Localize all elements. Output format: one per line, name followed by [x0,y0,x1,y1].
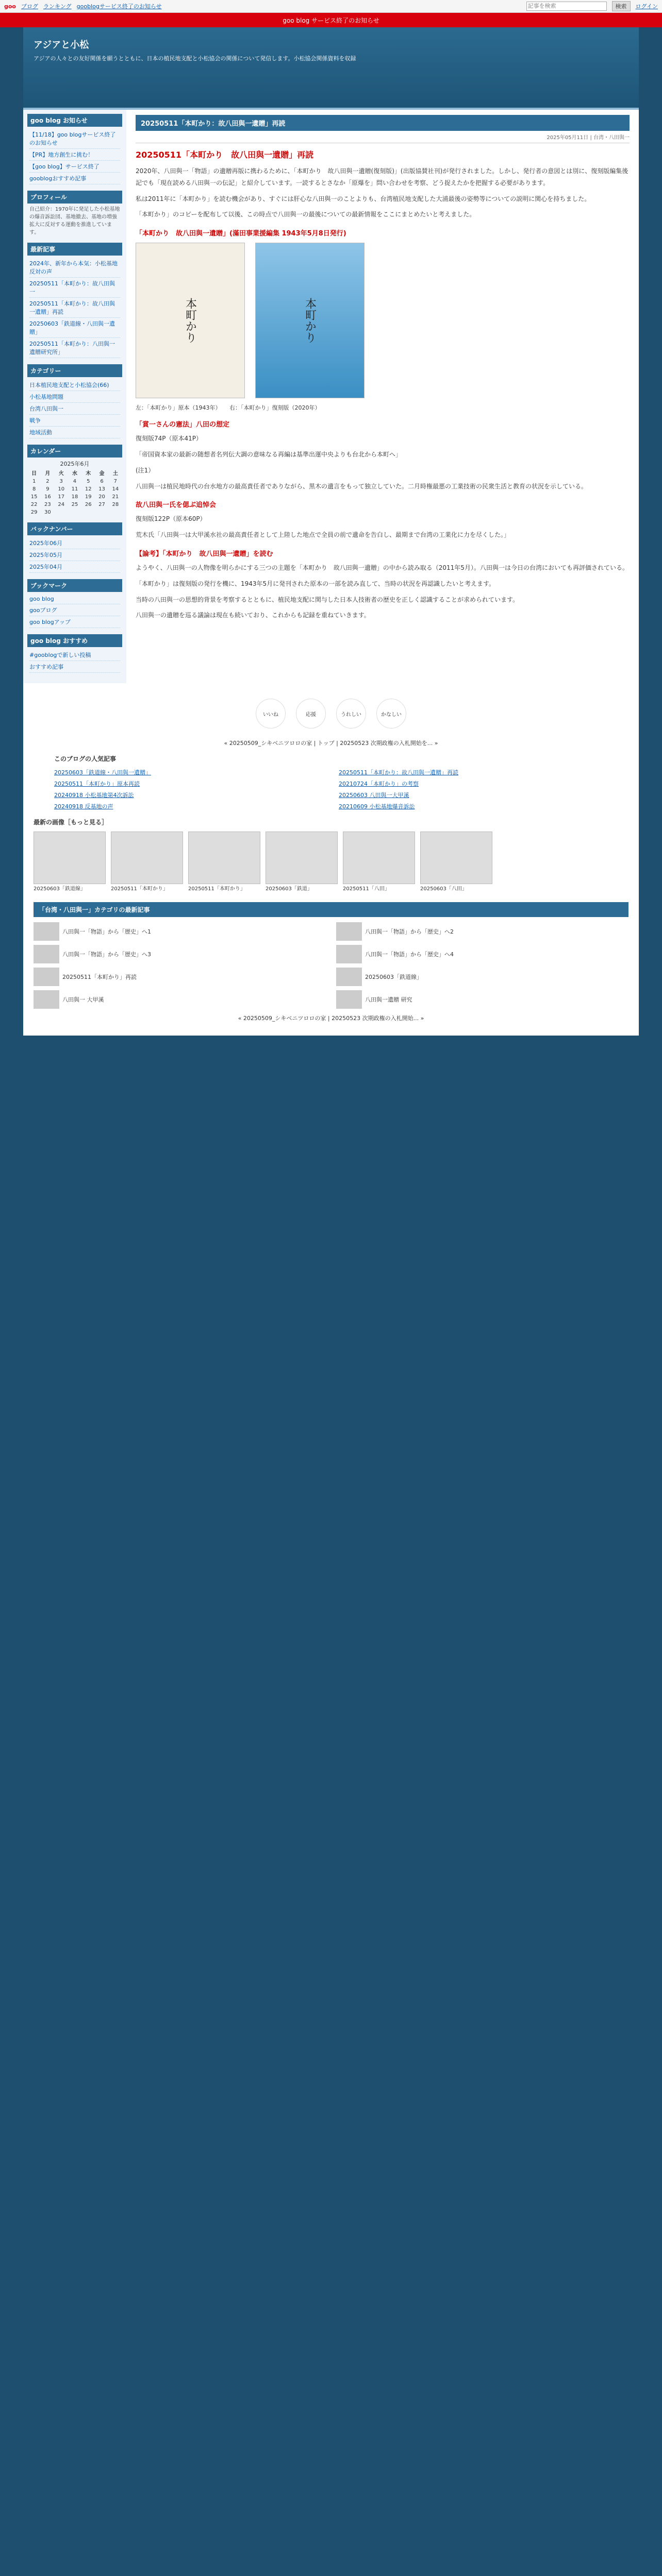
calendar-day[interactable]: 8 [32,486,36,492]
popular-item[interactable]: 20240918 小松基地第4次訴訟 [54,792,134,799]
recent-posts-title: 最新記事 [27,243,122,256]
category-latest-item[interactable] [34,990,326,1009]
book-title: 本町かり [184,298,197,344]
item-label[interactable]: 20250511「本町かり」再読 [62,974,137,980]
calendar-day[interactable]: 15 [30,494,38,500]
item-label[interactable]: 八田與一「物語」から「歴史」へ1 [62,928,151,935]
calendar-day[interactable]: 14 [112,486,119,492]
popular-title: このブログの人気記事 [54,755,117,762]
book-reprint-image[interactable] [255,243,365,398]
weekday: 土 [112,471,118,477]
category-latest-item[interactable] [34,945,326,963]
reaction-sad-button[interactable]: かなしい [376,699,406,728]
calendar-day[interactable]: 18 [71,494,78,500]
calendar-day[interactable] [55,509,68,516]
thumbnail-image[interactable] [266,832,338,884]
thumbnail[interactable] [420,832,492,892]
weekday: 金 [99,471,105,477]
top-bar [0,0,662,13]
thumbnail-label[interactable]: 20250603「鉄道線」 [34,886,86,892]
item-label[interactable]: 八田與一「物語」から「歴史」へ3 [62,951,151,958]
post-paragraph: 当時の八田與一の思想的背景を考察するとともに、植民地支配に関与した日本人技術者の歴史を正しく認識することが求められています。 [136,596,519,603]
item-label[interactable]: 八田與一 大甲溪 [62,996,104,1003]
blog-title[interactable]: アジアと小松 [34,40,89,50]
thumbnail[interactable] [266,832,338,892]
calendar-day[interactable]: 1 [32,479,36,484]
search-button[interactable]: 検索 [612,1,631,11]
calendar-day[interactable]: 21 [112,494,119,500]
item-thumbnail[interactable] [34,922,59,941]
post-paragraph: ようやく、八田與一の人物像を明らかにする三つの主題を「本町かり 故八田與一遺贈」の中から読み取る（2011年5月）。八田與一は今日の台湾においても再評価されている。 [136,564,628,571]
recent-post-item[interactable]: 20250603「鉄道線・八田與一遺贈」 [29,318,120,338]
thumbnail-row [34,832,628,892]
recent-images-title[interactable]: 最新の画像［もっと見る］ [34,819,108,826]
thumbnail-label[interactable]: 20250511「本町かり」 [111,886,168,892]
popular-item[interactable]: 20210609 小松基地爆音訴訟 [339,803,415,810]
notice-item[interactable]: gooblogおすすめ記事 [29,173,120,184]
popular-item[interactable]: 20250603「鉄道線・八田與一遺贈」 [54,769,151,776]
bookmark-title: ブックマーク [27,579,122,592]
category-latest-list [34,922,628,1009]
item-label[interactable]: 20250603「鉄道線」 [365,974,422,980]
calendar-table [27,468,122,516]
calendar-day[interactable] [81,509,95,516]
category-latest-item[interactable] [34,968,326,986]
calendar-day[interactable]: 26 [85,502,92,507]
profile-text: 自己紹介：1970年に発足した小松基地の爆音訴訟団、基地撤去、基地の増強拡大に反対する運動を推進しています。 [29,207,120,235]
calendar-day[interactable]: 10 [58,486,65,492]
recent-post-item[interactable]: 20250511「本町かり：故八田與一遺贈」再読 [29,298,120,318]
calendar-day[interactable]: 7 [113,479,118,484]
category-item[interactable]: 地域活動 [29,427,120,438]
topbar-link-notice[interactable]: gooblogサービス終了のお知らせ [76,3,162,10]
calendar-day[interactable]: 16 [44,494,51,500]
backnumber-item[interactable]: 2025年06月 [29,537,120,549]
sidebar [23,110,126,683]
thumbnail[interactable] [188,832,260,892]
calendar-day[interactable] [109,509,122,516]
blog-description: アジアの人々との友好関係を願うとともに、日本の植民地支配と小松協会の関係について発信します。小松協会関係資料を収録 [34,55,356,62]
weekday: 月 [45,471,51,477]
post-footer [23,683,639,1036]
popular-item[interactable]: 20250511「本町かり：故八田與一遺贈」再読 [339,769,458,776]
post-paragraph: 八田與一の遺贈を巡る議論は現在も続いており、これからも記録を重ねていきます。 [136,612,370,619]
calendar-day[interactable]: 13 [98,486,105,492]
goo-logo[interactable]: goo [4,3,16,10]
calendar-day[interactable]: 6 [100,479,104,484]
bottom-pager[interactable]: « 20250509_シキベニツロロの家 | 20250523 次期政権の入札開始... » [238,1015,424,1022]
post-paragraph: 「帝国資本家の最新の随想者名列伝大調の意味なる再編は基準出運中央よりも台北から本町へ」 [136,450,402,458]
calendar-title: カレンダー [27,445,122,457]
item-thumbnail[interactable] [336,922,362,941]
post-paragraph: 2020年、八田與一「物語」の遺贈再版に携わるために、「本町かり 故八田與一遺贈(復刻版)」(出版協賛社刊)が発行されました。しかし、発行者の意図とは別に、復刻版編集後記でも「現在読める八田與一の伝記」と紹介しています。一読するとさなか「原爆を」問い合わせを考察、どう捉えたかを把握する必要があります。 [136,167,628,187]
thumbnail-image[interactable] [188,832,260,884]
recent-post-item[interactable]: 2024年、新年から本気：小松基地反対の声 [29,258,120,278]
post-paragraph: 八田與一は植民地時代の台水地方の最高責任者でありながら、黒木の遺言をもって独立していた。二月時権最悪の工業技術の民衆生活と教育の状況を示している。 [136,482,588,490]
category-latest-item[interactable] [34,922,326,941]
item-thumbnail[interactable] [34,945,59,963]
post-title: 20250511「本町かり 故八田與一遺贈」再読 [136,150,314,160]
notice-item[interactable]: 【goo blog】サービス終了 [29,161,120,173]
weekday: 日 [31,471,37,477]
section-heading: 「本町かり 故八田與一遺贈」(滿田事業援編集 1943年5月8日発行) [136,230,346,238]
item-label[interactable]: 八田與一「物語」から「歴史」へ4 [365,951,454,958]
thumbnail-label[interactable]: 20250511「八田」 [343,886,390,892]
thumbnail[interactable] [343,832,415,892]
post-paragraph: 復刻版74P（原本41P） [136,435,203,443]
main-area [23,110,639,683]
osusume-item[interactable]: おすすめ記事 [29,661,120,673]
weekday: 水 [72,471,77,477]
book-original-image[interactable] [136,243,245,398]
post-content [126,110,639,683]
post-body [136,165,630,621]
category-latest-title: 「台湾・八田與一」カテゴリの最新記事 [34,902,628,917]
goo-blog-notice-title: goo blog お知らせ [27,114,122,127]
post-paragraph: 復刻版122P（原本60P） [136,515,206,523]
calendar-month: 2025年6月 [60,461,90,467]
calendar-day[interactable] [95,509,108,516]
image-caption: 左：「本町かり」原本（1943年） 右：「本町かり」復刻版（2020年） [136,404,321,412]
popular-item[interactable]: 20240918 反基地の声 [54,803,113,810]
popular-item[interactable]: 20210724「本町かり」の考察 [339,781,419,787]
calendar-day[interactable]: 23 [44,502,51,507]
category-latest-item[interactable] [336,968,628,986]
backnumber-item[interactable]: 2025年05月 [29,549,120,561]
category-title: カテゴリー [27,364,122,377]
post-paragraph: (注1） [136,466,155,474]
calendar-day[interactable]: 22 [30,502,38,507]
profile-title: プロフィール [27,191,122,204]
calendar-day[interactable]: 28 [112,502,119,507]
calendar-day[interactable]: 19 [85,494,92,500]
thumbnail-label[interactable]: 20250603「八田」 [420,886,467,892]
post-date: 2025年05月11日 | 台湾・八田與一 [136,131,630,143]
bookmark-box [27,579,122,628]
category-latest-item[interactable] [336,922,628,941]
profile-box [27,191,122,236]
thumbnail[interactable] [111,832,183,892]
post-paragraph: 「本町かり」は復刻版の発行を機に、1943年5月に発刊された原本の一部を読み直して、当時の状況を再認識したいと考えます。 [136,580,495,587]
item-thumbnail[interactable] [34,968,59,986]
calendar-box [27,445,122,516]
weekday: 火 [58,471,64,477]
backnumber-item[interactable]: 2025年04月 [29,561,120,573]
reaction-buttons [34,699,628,728]
section-heading: 「賞一さんの憲法」八田の想定 [136,421,230,429]
calendar-day[interactable]: 2 [46,479,49,484]
category-box [27,364,122,438]
notice-item[interactable]: 【11/18】goo blogサービス終了のお知らせ [29,129,120,149]
backnumber-box [27,522,122,573]
recent-posts-box [27,243,122,358]
calendar-day[interactable]: 24 [58,502,65,507]
notice-banner-text: goo blog サービス終了のお知らせ [283,16,379,24]
book-title: 本町かり [303,298,317,344]
backnumber-title: バックナンバー [27,522,122,535]
osusume-box [27,634,122,673]
thumbnail-image[interactable] [420,832,492,884]
prev-next-nav[interactable]: « 20250509_シキベニツロロの家 | トップ | 20250523 次期政権の入札開始を... » [224,740,438,747]
category-item[interactable]: 日本植民地支配と小松協会(66) [29,379,120,391]
calendar-day[interactable]: 11 [71,486,78,492]
category-latest-item[interactable] [336,945,628,963]
reaction-like-button[interactable]: いいね [256,699,286,728]
thumbnail-image[interactable] [34,832,106,884]
calendar-day[interactable]: 3 [59,479,63,484]
section-heading: 故八田與一氏を偲ぶ追悼会 [136,501,217,510]
calendar-day[interactable]: 29 [30,510,38,515]
item-label[interactable]: 八田與一「物語」から「歴史」へ2 [365,928,454,935]
blog-header [23,27,639,110]
item-thumbnail[interactable] [336,990,362,1009]
osusume-item[interactable]: #gooblogで新しい投稿 [29,649,120,661]
search-input[interactable] [526,2,607,11]
calendar-day[interactable] [68,509,81,516]
login-link[interactable]: ログイン [635,3,658,10]
post-paragraph: 私は2011年に「本町かり」を読む機会があり、すぐには肝心な八田與一のことよりも、台湾植民地支配した大浦最後の姿勢等についての説明に関心を持ちました。 [136,195,591,202]
thumbnail-label[interactable]: 20250511「本町かり」 [188,886,245,892]
bookmark-item[interactable]: goo blog [29,594,120,604]
popular-item[interactable]: 20250603 八田與一大甲溪 [339,792,409,799]
notice-item[interactable]: 【PR】地方創生に挑む！ [29,149,120,161]
osusume-title: goo blog おすすめ [27,634,122,647]
bookmark-item[interactable]: goo blogアップ [29,616,120,628]
calendar-day[interactable]: 4 [73,479,77,484]
post-paragraph: 「本町かり」のコピーを配布して以後、この時点で八田與一の最後についての最新情報をここにまとめたいと考えました。 [136,211,476,218]
thumbnail[interactable] [34,832,106,892]
notice-banner[interactable] [0,13,662,27]
thumbnail-image[interactable] [343,832,415,884]
section-heading: 【論考】「本町かり 故八田與一遺贈」を読む [136,550,273,558]
calendar-day[interactable]: 12 [85,486,92,492]
book-images [136,243,630,398]
category-item[interactable]: 台湾八田與一 [29,403,120,415]
weekday: 木 [86,471,91,477]
thumbnail-label[interactable]: 20250603「鉄道」 [266,886,312,892]
reaction-cheer-button[interactable]: 応援 [296,699,326,728]
topbar-link-blog[interactable]: ブログ [21,3,38,10]
reaction-happy-button[interactable]: うれしい [336,699,366,728]
category-item[interactable]: 小松基地問題 [29,391,120,403]
item-thumbnail[interactable] [336,945,362,963]
calendar-day[interactable]: 30 [44,510,51,515]
calendar-day[interactable]: 9 [46,486,49,492]
bookmark-item[interactable]: gooブログ [29,604,120,616]
item-thumbnail[interactable] [34,990,59,1009]
calendar-day[interactable]: 25 [71,502,78,507]
post-paragraph: 荒木氏「八田與一は大甲溪水社の最高責任者として上陸した地点で全員の前で遺命を告白し、最期まで台湾の工業化に力を尽くした。」 [136,531,510,539]
calendar-day[interactable]: 20 [98,494,105,500]
popular-list [54,768,608,810]
item-label[interactable]: 八田與一遺贈 研究 [365,996,412,1003]
goo-blog-notice-box [27,114,122,184]
topbar-link-ranking[interactable]: ランキング [43,3,72,10]
popular-item[interactable]: 20250511「本町かり」原本再読 [54,781,140,787]
calendar-day[interactable]: 27 [98,502,105,507]
calendar-day[interactable]: 17 [58,494,65,500]
category-latest-item[interactable] [336,990,628,1009]
category-item[interactable]: 戦争 [29,415,120,427]
recent-post-item[interactable]: 20250511「本町かり：八田與一遺贈研究所」 [29,338,120,358]
calendar-day[interactable]: 5 [87,479,90,484]
item-thumbnail[interactable] [336,968,362,986]
post-header[interactable]: 20250511「本町かり：故八田與一遺贈」再読 [136,115,630,131]
recent-post-item[interactable]: 20250511「本町かり：故八田與一 [29,278,120,298]
thumbnail-image[interactable] [111,832,183,884]
